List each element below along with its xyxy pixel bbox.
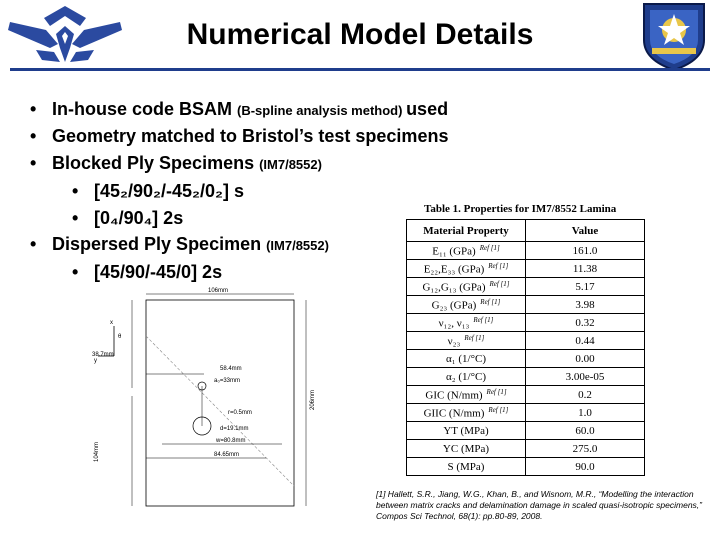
reference-footnote: [1] Hallett, S.R., Jiang, W.G., Khan, B., and Wisnom, M.R., “Modelling the interaction between matrix cracks and delamination damage in scaled quasi-isotropic specimens,” Compos Sci Technol, 68(1): pp.80-89, 2008.	[376, 489, 702, 521]
bullet-blocked-ply	[30, 153, 322, 174]
property-name: GIIC (N/mm)	[423, 407, 485, 420]
property-name: S (MPa)	[447, 460, 485, 473]
axis-y-label: y	[94, 358, 97, 364]
property-name: ν₁₂, ν₁₃	[438, 317, 470, 330]
bullet-dispersed-material: (IM7/8552)	[266, 238, 329, 253]
cell-property	[407, 278, 526, 296]
sub-bullet-layup-2	[72, 208, 183, 229]
cell-value: 275.0	[526, 440, 645, 458]
property-name: α₂ (1/°C)	[446, 370, 486, 383]
cell-property	[407, 260, 526, 278]
bullet-blocked-text: Blocked Ply Specimens	[52, 153, 260, 173]
table-row	[407, 368, 645, 386]
bullet-dot: •	[72, 208, 79, 228]
cell-value: 11.38	[526, 260, 645, 278]
bullet-geometry-text: Geometry matched to Bristol’s test specimens	[52, 126, 449, 146]
dim-84-label: 84.65mm	[214, 452, 240, 458]
reference-marker: Ref [1]	[480, 297, 501, 306]
bullet-bsam	[30, 99, 448, 120]
property-name: ν₂₃	[447, 335, 461, 348]
cell-value: 0.00	[526, 350, 645, 368]
sub-bullet-layup-3	[72, 262, 222, 283]
afrl-seal-icon	[636, 0, 712, 72]
cell-value: 161.0	[526, 242, 645, 260]
property-name: G₂₃ (GPa)	[431, 299, 477, 312]
specimen-outline	[146, 300, 294, 506]
reference-marker: Ref [1]	[464, 333, 485, 342]
table-row	[407, 386, 645, 404]
cell-property	[407, 422, 526, 440]
property-name: G₁₂,G₁₃ (GPa)	[422, 281, 486, 294]
dim-104-label: 104mm	[94, 441, 100, 462]
dim-206-label: 206mm	[310, 389, 316, 410]
table-row	[407, 242, 645, 260]
axis-theta-label: θ	[118, 334, 122, 340]
dim-d-label: d=19.1mm	[220, 426, 249, 432]
bullet-dispersed-ply	[30, 234, 329, 255]
specimen-diagram	[92, 286, 372, 512]
bullet-bsam-note: (B-spline analysis method)	[237, 103, 407, 118]
table-row	[407, 332, 645, 350]
cell-value: 5.17	[526, 278, 645, 296]
bullet-dot: •	[30, 99, 37, 119]
slide-title: Numerical Model Details	[186, 18, 534, 51]
bullet-bsam-text: In-house code BSAM	[52, 99, 238, 119]
reference-marker: Ref [1]	[473, 315, 494, 324]
cell-value: 0.44	[526, 332, 645, 350]
sub-bullet-layup-1	[72, 181, 244, 202]
cell-value: 0.32	[526, 314, 645, 332]
cell-property	[407, 440, 526, 458]
dim-106-label: 106mm	[208, 288, 229, 294]
title-divider	[10, 68, 710, 71]
table-row	[407, 458, 645, 476]
bullet-dot: •	[30, 126, 37, 146]
reference-marker: Ref [1]	[488, 261, 509, 270]
bullet-bsam-end: used	[406, 99, 449, 119]
property-name: YC (MPa)	[442, 442, 490, 455]
bullet-blocked-material: (IM7/8552)	[259, 157, 322, 172]
dim-w-label: w=80.8mm	[216, 438, 246, 444]
table-row	[407, 422, 645, 440]
bullet-dot: •	[72, 181, 79, 201]
table-row	[407, 296, 645, 314]
cell-value: 0.2	[526, 386, 645, 404]
cell-value: 90.0	[526, 458, 645, 476]
cell-property	[407, 368, 526, 386]
cell-value: 3.98	[526, 296, 645, 314]
property-name: E₁₁ (GPa)	[432, 245, 476, 258]
sub-bullet-layup-3-text: [45/90/-45/0] 2s	[94, 262, 223, 282]
bullet-geometry	[30, 126, 448, 147]
material-properties-table	[406, 219, 645, 476]
cell-property	[407, 458, 526, 476]
table-row	[407, 350, 645, 368]
property-name: α₁ (1/°C)	[446, 352, 486, 365]
cell-value: 1.0	[526, 404, 645, 422]
bullet-dispersed-text: Dispersed Ply Specimen	[52, 234, 267, 254]
sub-bullet-layup-1-text: [45₂/90₂/-45₂/0₂] s	[94, 181, 245, 201]
reference-marker: Ref [1]	[479, 243, 500, 252]
dim-a0-label: a₀=33mm	[214, 378, 241, 384]
cell-property	[407, 386, 526, 404]
cell-property	[407, 314, 526, 332]
table-row	[407, 260, 645, 278]
table-row	[407, 278, 645, 296]
reference-marker: Ref [1]	[488, 405, 509, 414]
cell-property	[407, 332, 526, 350]
dim-58-label: 58.4mm	[220, 366, 242, 372]
table-header-row	[407, 220, 645, 242]
property-name: E₂₂,E₃₃ (GPa)	[423, 263, 485, 276]
header-value: Value	[526, 220, 645, 242]
reference-marker: Ref [1]	[486, 387, 507, 396]
cell-value: 3.00e-05	[526, 368, 645, 386]
dim-38-label: 38.7mm	[92, 352, 114, 358]
property-name: GIC (N/mm)	[425, 389, 483, 402]
table-row	[407, 440, 645, 458]
dim-r-label: r=0.5mm	[228, 410, 252, 416]
cell-value: 60.0	[526, 422, 645, 440]
bullet-dot: •	[30, 234, 37, 254]
table-row	[407, 404, 645, 422]
sub-bullet-layup-2-text: [0₄/90₄] 2s	[94, 208, 184, 228]
axis-x-label: x	[110, 320, 113, 326]
cell-property	[407, 350, 526, 368]
header-property: Material Property	[407, 220, 526, 242]
cell-property	[407, 242, 526, 260]
table-caption: Table 1. Properties for IM7/8552 Lamina	[424, 203, 617, 215]
cell-property	[407, 296, 526, 314]
ply-direction-line	[146, 336, 294, 486]
property-name: YT (MPa)	[443, 424, 489, 437]
bullet-dot: •	[30, 153, 37, 173]
reference-marker: Ref [1]	[489, 279, 510, 288]
cell-property	[407, 404, 526, 422]
table-row	[407, 314, 645, 332]
bullet-dot: •	[72, 262, 79, 282]
